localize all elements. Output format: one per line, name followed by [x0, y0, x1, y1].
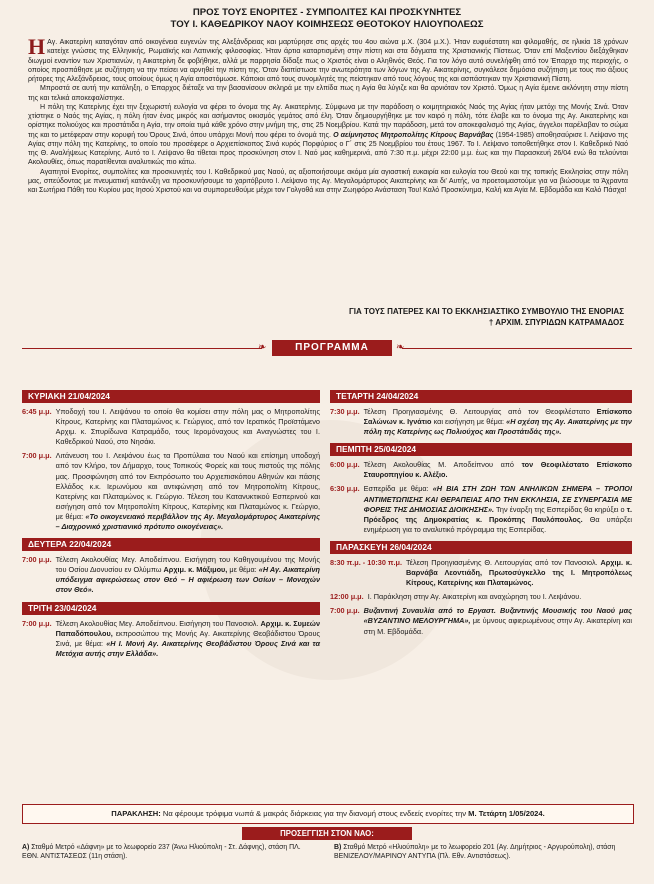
entry-text: Τέλεση Ακολουθίας Μ. Αποδείπνου από — [363, 460, 514, 470]
intro-paragraph-4: Αγαπητοί Ενορίτες, συμπολίτες και προσκυνητές του Ι. Καθεδρικού μας Ναού, ας αξιοποιήσουμε ακόμα μία αγιαστική ευκαιρία και ευλογία του Θεού και της τοπικής Εκκλησίας στην πόλη μας, σπεύδοντας με πνευματική κατάνυξη να προσκυνήσουμε το χαριτόβρυτο Ι. Λείψανο της Αγ. Μεγαλομάρτυρος Αικατερίνης και δι' Αυτής, να προετοιμαστούμε για να βιώσουμε τα Άχραντα και Σωτήρια Πάθη του Κυρίου μας Ιησού Χριστού και να συμπορευθούμε μέχρι τον Γολγοθά και στην Ζωηφόρο Ανάσταση Του! Καλό Προσκύνημα, Καλή και Αγία Μ. Εβδομάδα και Καλό Πάσχα! — [28, 168, 628, 194]
program-entry — [22, 555, 320, 595]
entry-text3: με ύμνους αφιερωμένους στην Αγ. Αικατερίνη και στη Μ. Εβδομάδα. — [363, 616, 632, 636]
entry-text2: και εισήγηση με θέμα: — [433, 417, 505, 427]
access-option-b: Β) Σταθμό Μετρό «Ηλιούπολη» με το λεωφορείο 201 (Αγ. Δημήτριος - Αργυρούπολη), στάση ΒΕΝΙΖΕΛΟΥ/ΜΑΡΙΝΟΥ ΑΝΤΥΠΑ (Πλ. Εθν. Αντιστάσεως). — [334, 844, 616, 860]
signature — [349, 306, 624, 328]
entry-description — [56, 407, 320, 447]
entry-time: 7:00 μ.μ. — [22, 618, 52, 628]
access-option-a: Α) Σταθμό Μετρό «Δάφνη» με το λεωφορείο 237 (Άνω Ηλιούπολη - Στ. Δάφνης), στάση ΠΛ. ΕΘΝ. ΑΝΤΙΣΤΑΣΕΩΣ (11η στάση). — [22, 844, 301, 860]
program-title: ΠΡΟΓΡΑΜΜΑ — [272, 340, 392, 356]
divider-left — [22, 348, 262, 349]
signature-line-1: ΓΙΑ ΤΟΥΣ ΠΑΤΕΡΕΣ ΚΑΙ ΤΟ ΕΚΚΛΗΣΙΑΣΤΙΚΟ ΣΥΜΒΟΥΛΙΟ ΤΗΣ ΕΝΟΡΙΑΣ — [348, 307, 624, 316]
day-header: ΠΕΜΠΤΗ 25/04/2024 — [330, 443, 632, 456]
program-banner — [0, 336, 654, 360]
intro-text — [28, 34, 628, 195]
header-line-2: ΤΟΥ Ι. ΚΑΘΕΔΡΙΚΟΥ ΝΑΟΥ ΚΟΙΜΗΣΕΩΣ ΘΕΟΤΟΚΟΥ ΗΛΙΟΥΠΟΛΕΩΣ — [170, 19, 484, 30]
request-box — [22, 804, 634, 824]
entry-em: «Η σχέση της Αγ. Αικατερίνης με την πόλη της Κατερίνης ως Πολιούχος και Προστάτιδάς της». — [363, 417, 632, 437]
entry-em: Βυζαντινή Συναυλία από το Εργαστ. Βυζαντινής Μουσικής του Ναού μας «ΒΥΖΑΝΤΙΝΟ ΜΕΛΟΥΡΓΗΜΑ», — [363, 606, 632, 626]
entry-description — [56, 555, 320, 595]
intro-paragraph-3: Η πόλη της Κατερίνης έχει την ξεχωριστή ευλογία να φέρει το όνομα της Αγ. Αικατερίνης. Σύμφωνα με την παράδοση ο κοιμητηριακός Ναός της Αγίας ήταν μετόχι της Μονής Σινά. Όταν χτίστηκε ο Ναός της Αγίας, η πόλη ήταν ένας μικρός και ασήμαντος οικισμός γεμάτος από έλη. Όταν δημιουργήθηκε με τον καιρό η πόλη, τότε έλαβε και το όνομα της Αγ. Αικατερίνης και ορίστηκε πολιούχος και προστάτιδα η Αγία, την οποία τιμά κάθε χρόνο στην μνήμη της, στις 25 Νοεμβρίου. Κατά την παράδοση, μετά τον αποκεφαλισμό της Αγίας, άγγελοι παρέλαβαν το σώμα της και το μετέφεραν στην κορυφή του Όρους Σινά, όπου υπάρχει Μονή που φέρει το όνομά της. Ο αείμνηστος Μητροπολίτης Κίτρους Βαρνάβας (1954-1985) αποθησαύρισε Ι. Λείψανο της Αγίας στην πόλη της Κατερίνης, το οποίο του προσέφερε ο Αρχιεπίσκοπος Σινά κυρός Πορφύριος ο Γ΄ στις 25 Νοεμβρίου του έτους 1967. Το Ι. Λείψανο τοποθετήθηκε στον Ι. Καθεδρικό Ναό της Θ. Αναλήψεως Κατερίνης. Αυτό το Ι. Λείψανο θα τίθεται προς προσκύνηση στον Ι. Ναό μας καθημερινά, από 7:30 π.μ. μέχρι 22:00 μ.μ. έως και την Παρασκευή 26/04 ενώ θα τελούνται Ακολουθίες, όπως παρατίθενται αναλυτικώς πιο κάτω. — [28, 103, 628, 167]
entry-text: Τέλεση Προηγιασμένης Θ. Λειτουργίας από τον Θεοφιλέστατο — [363, 407, 590, 416]
program-entry — [330, 460, 632, 480]
access-title: ΠΡΟΣΕΓΓΙΣΗ ΣΤΟΝ ΝΑΟ: — [242, 827, 412, 840]
day-header: ΠΑΡΑΣΚΕΥΗ 26/04/2024 — [330, 541, 632, 554]
request-date: Μ. Τετάρτη 1/05/2024. — [468, 809, 545, 818]
entry-text: Υποδοχή του Ι. Λειψάνου το οποίο θα κομίσει στην πόλη μας ο Μητροπολίτης Κίτρους, Κατερίνης και Πλαταμώνος κ. Γεώργιος, από τον Ιερατικός Προϊστάμενο Αρχιμ. κ. Σπυρίδωνα Κατραμάδο, τους Ιερομόναχους και Αναγνώστες του Ι. Καθεδρικού Ναού, στο Νησάκι. — [55, 407, 320, 447]
entry-bold: τον Θεοφιλέστατο Επίσκοπο Σταυροπηγίου κ. Αλέξιο. — [363, 460, 632, 480]
entry-time: 7:00 μ.μ. — [22, 451, 52, 461]
entry-text3: Την έναρξη της Εσπερίδας θα κηρύξει ο — [495, 504, 625, 514]
entry-description — [406, 558, 632, 588]
entry-text2: εκπροσώπου της Μονής Αγ. Αικατερίνης Θεοβάδιστου Όρους Σινά, με θέμα: — [55, 628, 320, 648]
ornament-left-icon: ❧ — [258, 342, 267, 353]
program-entry — [22, 407, 320, 447]
intro-paragraph-2: Μπροστά σε αυτή την κατάληξη, ο Έπαρχος διέταξε να την βασανίσουν σκληρά με την ελπίδα πως η Αγία θα λύγιζε και θα αρνιόταν τον Χριστό. Όμως η Αγία έμεινε ακλόνητη στην πίστη της και τελικά αποκεφαλίστηκε. — [28, 85, 628, 102]
entry-description — [368, 592, 632, 602]
program-entry — [22, 619, 320, 659]
program-entry — [330, 592, 632, 602]
entry-time: 7:00 μ.μ. — [330, 606, 360, 616]
intro-paragraph-1: Η Αγ. Αικατερίνη καταγόταν από οικογένεια ευγενών της Αλεξάνδρειας και μαρτύρησε στις αρχές του 4ου αιώνα μ.Χ. (304 μ.Χ.). Ήταν ευφυέστατη και φιλομαθής, σε ηλικία 18 χρόνων κατείχε γνώσεις της Ελληνικής, Ρωμαϊκής και Λατινικής φιλοσοφίας. Ήταν άρτια καταρτισμένη στην πίστη και στα δόγματα της Χριστιανικής Πίστεως. Όταν επί Μαξεντίου διεξάχθηκαν διωγμοί εναντίον των Χριστιανών, η Αικατερίνη δε φοβήθηκε, αλλά με παρρησία δίδαξε πως ο Χριστός είναι ο Αληθινός Θεός. Για τον λόγο αυτό συνελήφθη από τον Έπαρχο της περιοχής, ο οποίος προσπάθησε με συζήτηση να την πείσει να αρνηθεί την πίστη της. Όταν διαπίστωσε την ανωτερότητα των λόγων της Αγ. Αικατερίνης, συγκάλεσε δημόσια συζήτηση με τους πιο άξιους ρήτορες της Αλεξάνδρειας, τους οποίους όμως η Αγία αποστόμωσε. Κάποιοι από τους συνομιλητές της πείστηκαν από τους λόγους της και ασπάστηκαν την Χριστιανική Πίστη. — [28, 34, 628, 83]
entry-bold: Επίσκοπο Σαλώνων κ. Ιγνάτιο — [363, 407, 632, 427]
program-left-column — [22, 390, 320, 663]
entry-text: Ι. Παράκληση στην Αγ. Αικατερίνη και αναχώρηση του Ι. Λειψάνου. — [367, 592, 582, 602]
program-right-column — [330, 390, 632, 641]
divider-right — [402, 348, 632, 349]
day-header: ΔΕΥΤΕΡΑ 22/04/2024 — [22, 538, 320, 551]
entry-text: Εσπερίδα με θέμα: — [363, 484, 429, 494]
entry-em: «Η Αγ. Αικατερίνη υπόδειγμα αφιερώσεως στον Θεό – Η αφιέρωση των Οσίων – Μοναχών στον Θεό». — [55, 565, 320, 595]
program-entry — [330, 407, 632, 437]
program-entry — [330, 558, 632, 588]
entry-bold: Αρχιμ. κ. Συμεών Παπαδόπουλου, — [55, 618, 321, 638]
entry-description — [364, 484, 632, 534]
entry-time: 6:30 μ.μ. — [330, 484, 360, 494]
entry-description — [56, 451, 320, 532]
header — [0, 0, 654, 31]
entry-text2: με θέμα: — [229, 565, 257, 575]
entry-em: «Η ΒΙΑ ΣΤΗ ΖΩΗ ΤΩΝ ΑΝΗΛΙΚΩΝ ΣΗΜΕΡΑ – ΤΡΟΠΟΙ ΑΝΤΙΜΕΤΩΠΙΣΗΣ ΚΑΙ ΘΕΡΑΠΕΙΑΣ ΑΠΟ ΤΗΝ ΕΚΚΛΗΣΙΑ, ΣΕ ΣΥΝΕΡΓΑΣΙΑ ΜΕ ΦΟΡΕΙΣ ΤΗΣ ΔΗΜΟΣΙΑΣ ΔΙΟΙΚΗΣΗΣ». — [363, 484, 633, 514]
entry-bold: Αρχιμ. κ. Βαρνάβα Λεοντιάδη, Πρωτοσύγκελλο της Ι. Μητροπόλεως Κίτρους, Κατερίνης και Πλαταμώνος. — [406, 557, 632, 588]
entry-description — [364, 606, 632, 636]
request-text: Να φέρουμε τρόφιμα νωπά & μακράς διάρκειας για την διανομή στους ενδεείς ενορίτες την — [162, 809, 467, 818]
entry-text: Τέλεση Προηγιασμένης Θ. Λειτουργίας από τον Πανοσιολ. — [406, 557, 598, 567]
entry-time: 12:00 μ.μ. — [330, 592, 364, 602]
entry-bold: Αρχιμ. κ. Μάξιμου, — [163, 565, 228, 575]
entry-text4: Θα υπάρξει ενημέρωση για το αναλυτικό πρόγραμμα της Εσπερίδας. — [363, 514, 633, 534]
signature-line-2: † ΑΡΧΙΜ. ΣΠΥΡΙΔΩΝ ΚΑΤΡΑΜΑΔΟΣ — [488, 318, 624, 327]
entry-description — [56, 619, 320, 659]
entry-description — [364, 460, 632, 480]
ornament-right-icon: ❧ — [396, 342, 405, 353]
program-entry — [330, 484, 632, 534]
entry-em: «Η Ι. Μονή Αγ. Αικατερίνης Θεοβάδιστου Όρους Σινά και τα Μετόχια αυτής στην Ελλάδα». — [55, 638, 320, 658]
drop-cap: Η — [28, 34, 46, 59]
program-entry — [330, 606, 632, 636]
entry-time: 6:00 μ.μ. — [330, 460, 360, 470]
entry-text: Τέλεση Ακολουθίας Μεγ. Αποδείπνου. Εισήγηση του Καθηγουμένου της Μονής του Οσίου Διονυσίου εν Ολύμπω — [55, 555, 320, 575]
request-label: ΠΑΡΑΚΛΗΣΗ: — [111, 809, 161, 818]
entry-description — [364, 407, 632, 437]
entry-time: 7:30 μ.μ. — [330, 407, 360, 416]
entry-bold2: τ. Πρόεδρος της Δημοκρατίας κ. Προκόπης Παυλόπουλος. — [363, 504, 632, 524]
day-header: ΤΕΤΑΡΤΗ 24/04/2024 — [330, 390, 632, 403]
program-entry — [22, 451, 320, 532]
entry-time: 8:30 π.μ. - 10:30 π.μ. — [330, 557, 403, 567]
day-header: ΚΥΡΙΑΚΗ 21/04/2024 — [22, 390, 320, 403]
entry-time: 7:00 μ.μ. — [22, 555, 52, 565]
entry-text: Τέλεση Ακολουθίας Μεγ. Αποδείπνου. Εισήγηση του Πανοσιολ. — [55, 618, 259, 628]
day-header: ΤΡΙΤΗ 23/04/2024 — [22, 602, 320, 615]
entry-em: «Το οικογενειακό περιβάλλον της Αγ. Μεγαλομάρτυρος Αικατερίνης – Διαχρονικό χριστιανικό πρότυπο οικογένειας». — [55, 511, 320, 532]
header-line-1: ΠΡΟΣ ΤΟΥΣ ΕΝΟΡΙΤΕΣ - ΣΥΜΠΟΛΙΤΕΣ ΚΑΙ ΠΡΟΣΚΥΝΗΤΕΣ — [192, 7, 462, 18]
entry-time: 6:45 μ.μ. — [22, 407, 52, 416]
entry-text: Λιτάνευση του Ι. Λειψάνου έως τα Προπύλαια του Ναού και επίσημη υποδοχή από τον Κλήρο, τον Δήμαρχο, τους Τοπικούς Φορείς και τους πιστούς της πόλης μας. Προσφώνηση από τον Εκπρόσωπο του Αρχιεπισκόπου Αθηνών και πάσης Ελλάδος κ.κ. Ιερωνύμου και αντιφώνηση από τον Μητροπολίτη Κίτρους, Κατερίνης και Πλαταμώνος κ. Γεώργιο. Τέλεση του Κατανυκτικού Εσπερινού και εισήγηση από τον Μητροπολίτη Κίτρους, Κατερίνης και Πλαταμώνος κ. Γεώργιο, με θέμα: — [55, 451, 320, 521]
